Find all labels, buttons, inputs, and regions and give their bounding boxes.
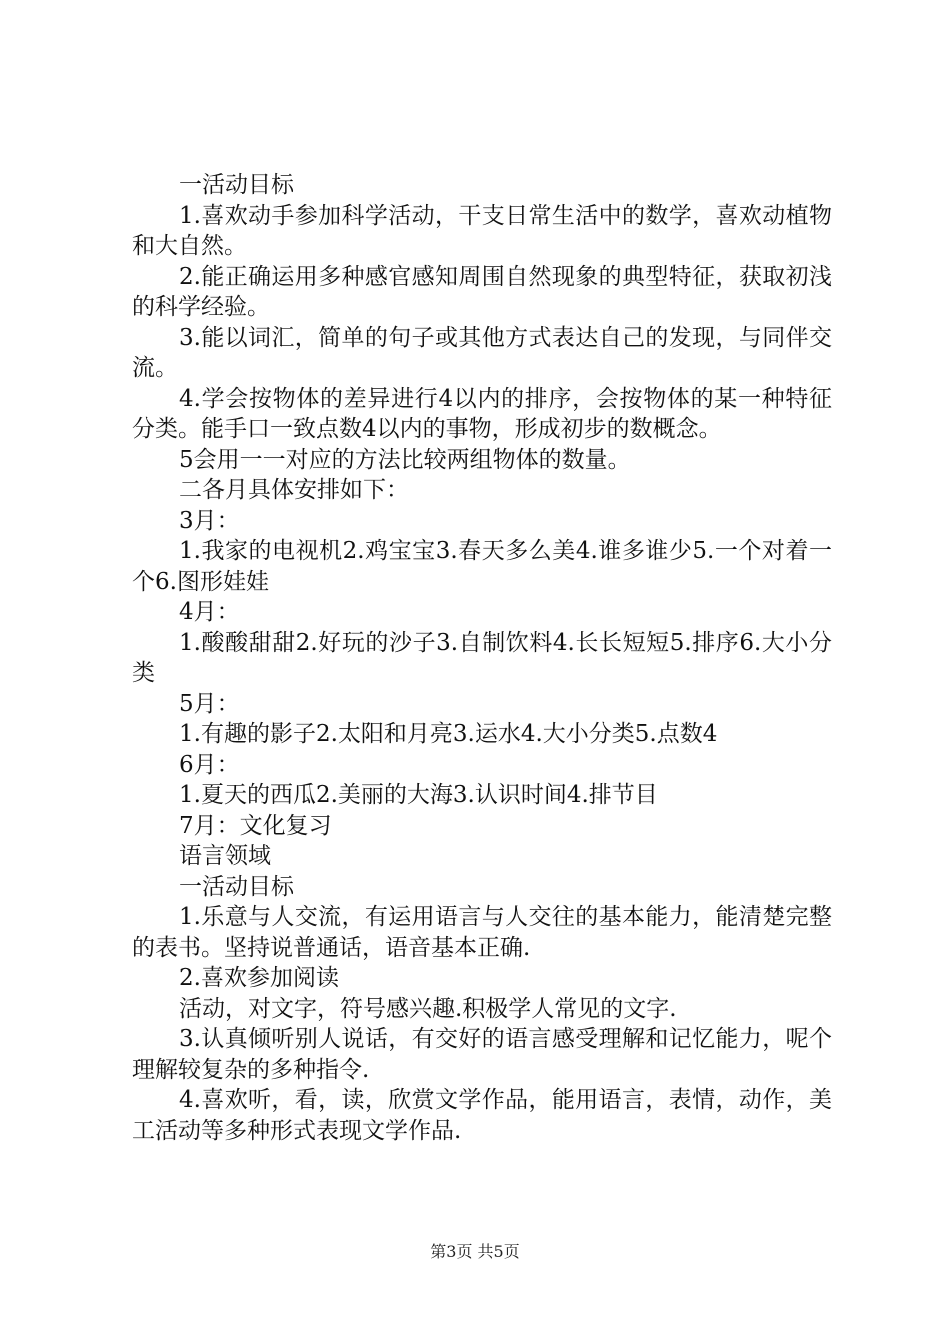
paragraph: 3.能以词汇，简单的句子或其他方式表达自己的发现，与同伴交流。 — [132, 324, 832, 381]
paragraph: 1.酸酸甜甜2.好玩的沙子3.自制饮料4.长长短短5.排序6.大小分类 — [132, 629, 832, 686]
paragraph: 1.有趣的影子2.太阳和月亮3.运水4.大小分类5.点数4 — [179, 721, 718, 747]
paragraph: 1.乐意与人交流，有运用语言与人交往的基本能力，能清楚完整的表书。坚持说普通话，语音基本正确. — [132, 904, 832, 961]
paragraph: 3.认真倾听别人说话，有交好的语言感受理解和记忆能力，呢个理解较复杂的多种指令. — [132, 1026, 832, 1083]
month-heading: 4月： — [179, 599, 240, 625]
paragraph: 4.学会按物体的差异进行4以内的排序，会按物体的某一种特征分类。能手口一致点数4以内的事物，形成初步的数概念。 — [132, 385, 832, 442]
paragraph: 活动，对文字，符号感兴趣.积极学人常见的文字. — [179, 995, 677, 1022]
month-heading: 6月： — [179, 751, 240, 778]
month-heading: 5月： — [179, 690, 240, 717]
document-body — [132, 170, 832, 1146]
paragraph: 5会用一一对应的方法比较两组物体的数量。 — [179, 446, 631, 473]
paragraph: 2.能正确运用多种感官感知周围自然现象的典型特征，获取初浅的科学经验。 — [132, 263, 832, 320]
paragraph: 一活动目标 — [179, 172, 294, 198]
paragraph: 1.我家的电视机2.鸡宝宝3.春天多么美4.谁多谁少5.一个对着一个6.图形娃娃 — [132, 538, 832, 595]
section-heading: 一活动目标 — [179, 873, 294, 900]
paragraph: 1.喜欢动手参加科学活动，干支日常生活中的数学，喜欢动植物和大自然。 — [132, 202, 832, 259]
paragraph: 2.喜欢参加阅读 — [179, 965, 339, 991]
paragraph: 4.喜欢听，看，读，欣赏文学作品，能用语言，表情，动作，美工活动等多种形式表现文学作品. — [132, 1087, 832, 1144]
paragraph: 1.夏天的西瓜2.美丽的大海3.认识时间4.排节目 — [179, 782, 658, 808]
month-heading: 7月：文化复习 — [179, 812, 332, 839]
page-footer — [0, 1242, 950, 1262]
page-number: 第3页 共5页 — [430, 1242, 520, 1261]
section-heading: 语言领域 — [179, 843, 271, 869]
month-heading: 3月： — [179, 507, 240, 534]
section-heading: 二各月具体安排如下： — [179, 477, 409, 503]
